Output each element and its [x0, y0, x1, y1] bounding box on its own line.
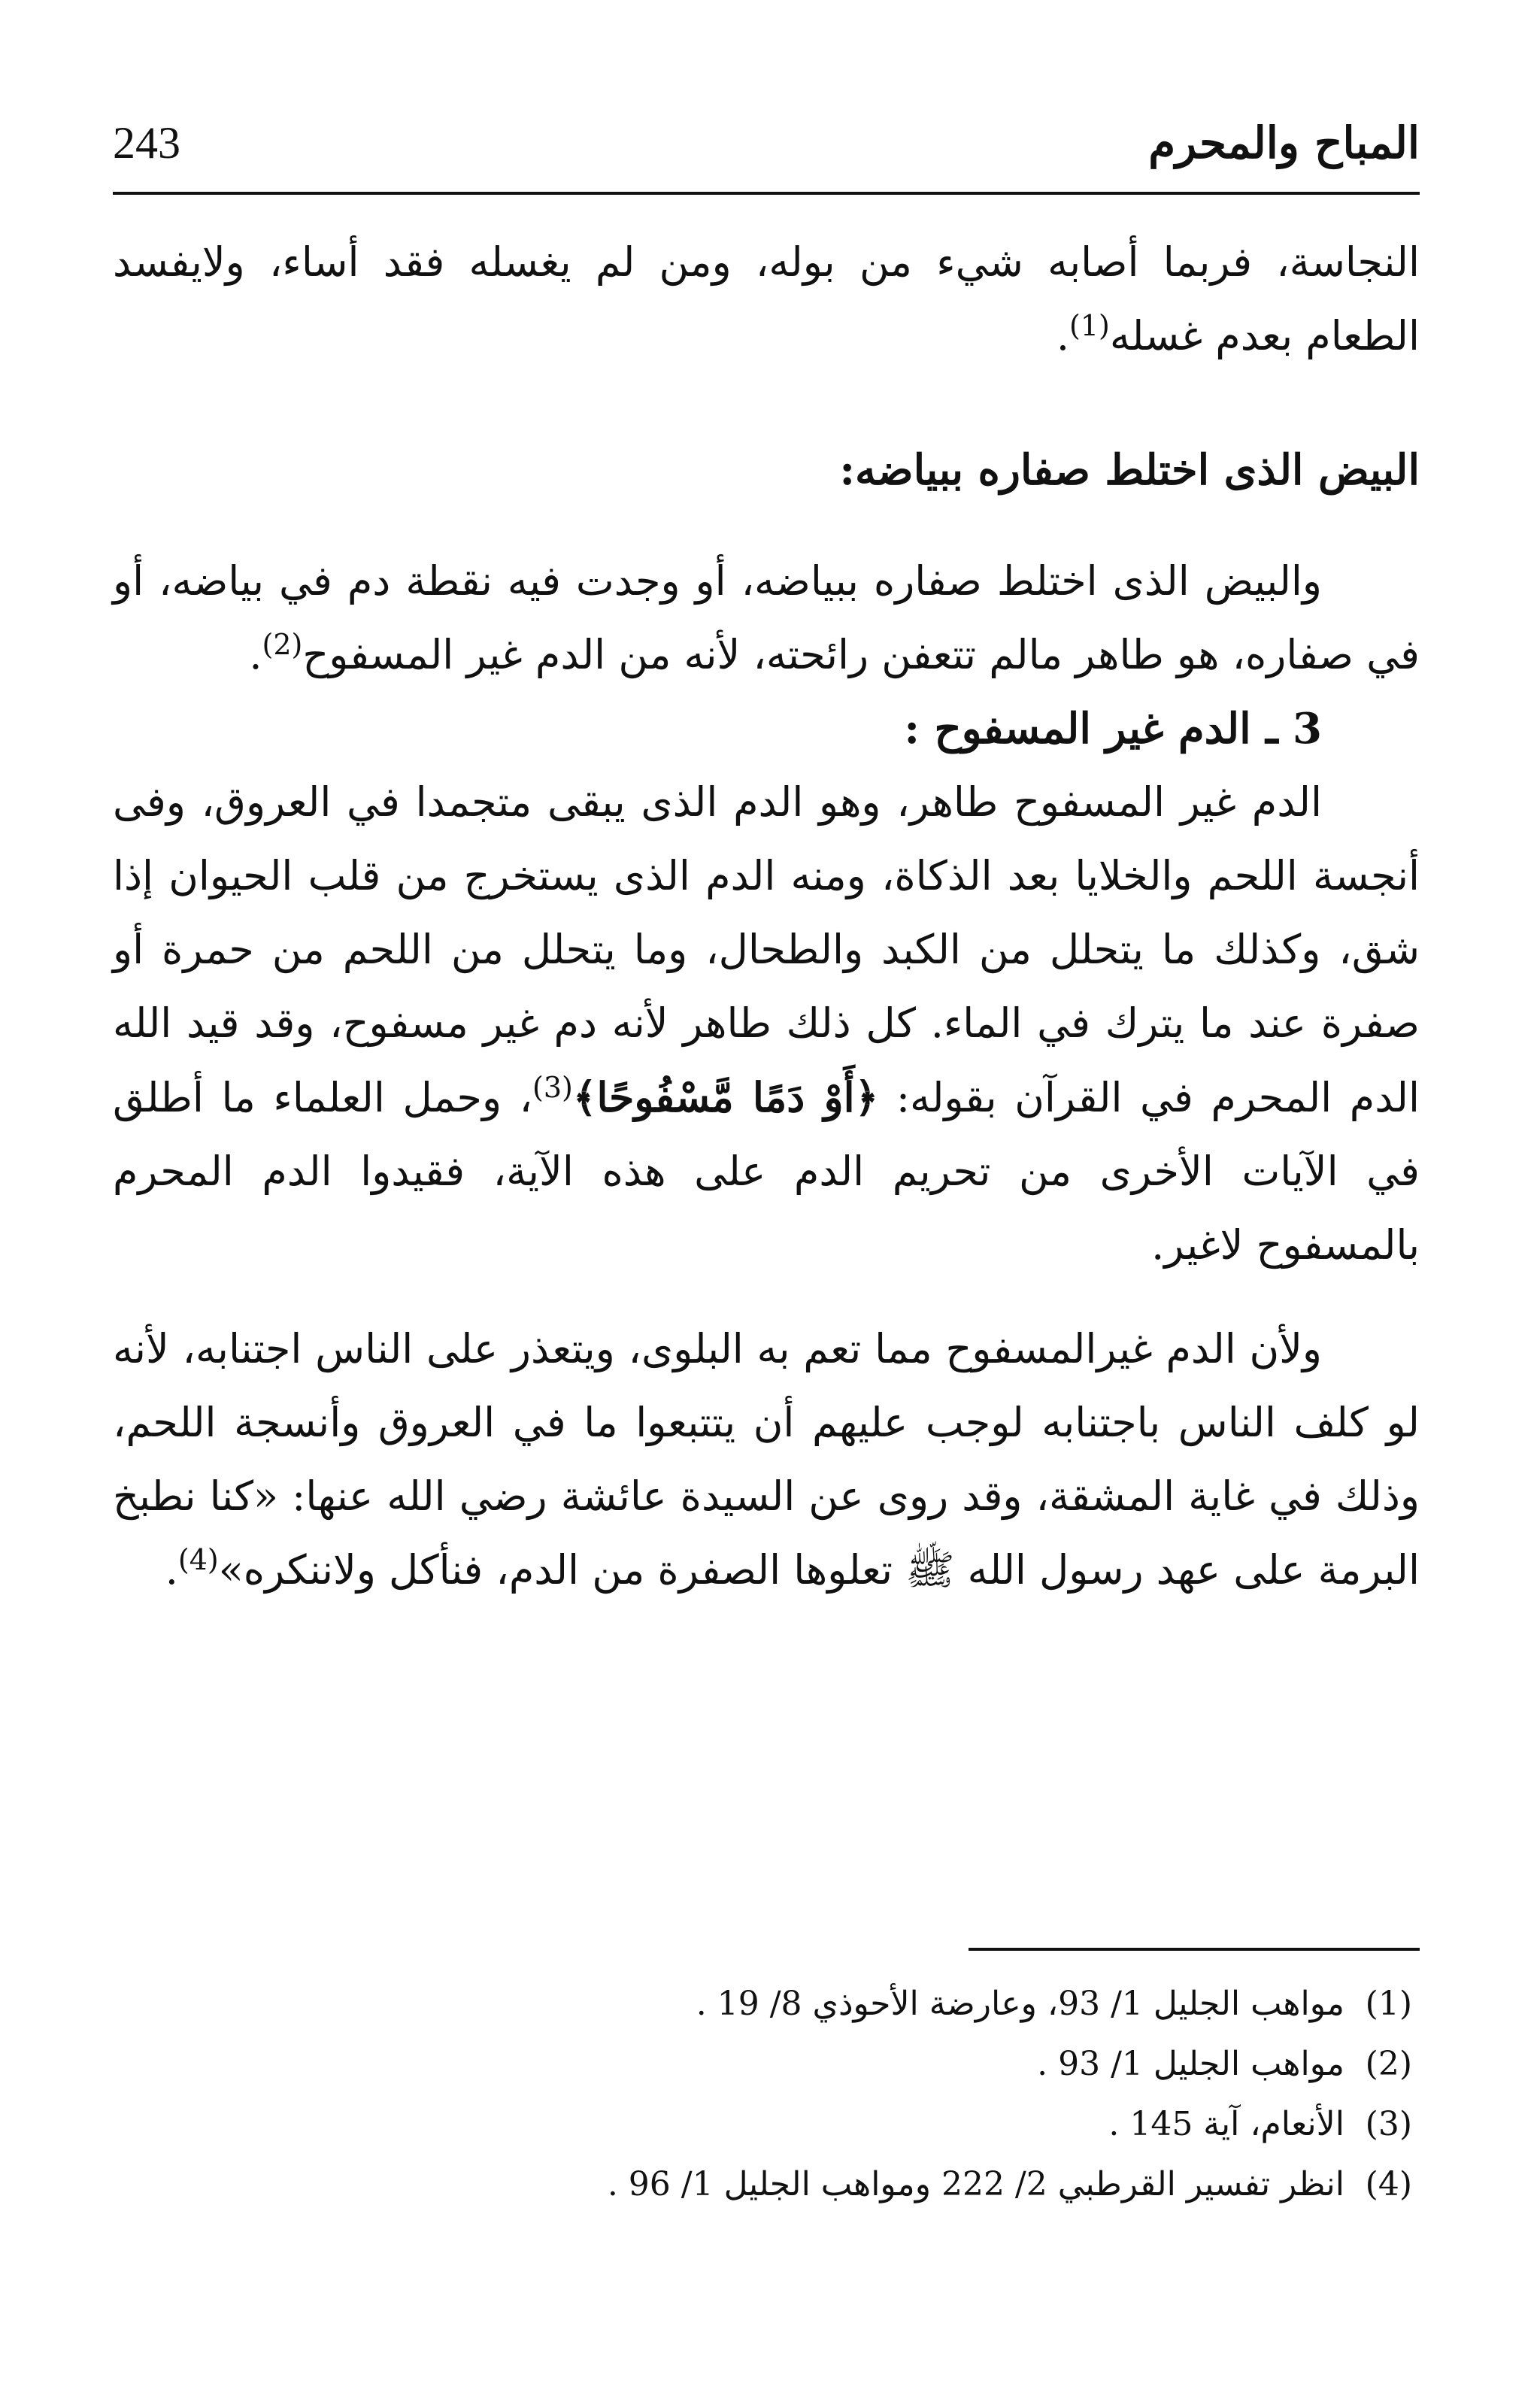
paragraph-2-text: والبيض الذى اختلط صفاره ببياضه، أو وجدت فيه نقطة دم في بياضه، أو في صفاره، هو طاهر مالم تتعفن رائحته، لأنه من الدم غير المسفوح [113, 557, 1420, 678]
paragraph-2-end: . [249, 631, 262, 678]
paragraph-3-text-b: ، وحمل العلماء ما أطلق في الآيات الأخرى من تحريم الدم على هذه الآية، فقيدوا الدم المحرم بالمسفوح لاغير. [113, 1074, 1420, 1269]
footnote-item [113, 1974, 1412, 2034]
spacer [113, 507, 1420, 544]
footnotes-list [113, 1974, 1412, 2215]
header-rule [113, 192, 1420, 195]
quran-verse: ﴿أَوْ دَمًا مَّسْفُوحًا﴾ [572, 1073, 879, 1121]
page-header [113, 105, 1420, 188]
page-number: 243 [113, 118, 180, 168]
footnote-number: (1) [1365, 1985, 1412, 2023]
footnote-text: مواهب الجليل 1/ 93 . [1037, 2045, 1344, 2083]
spacer [113, 1282, 1420, 1312]
running-title: المباح والمحرم [1148, 117, 1420, 168]
paragraph-3 [113, 766, 1420, 1282]
footnote-ref-4[interactable]: (4) [177, 1543, 219, 1576]
footnote-separator [969, 1948, 1420, 1951]
footnote-ref-2[interactable]: (2) [262, 628, 303, 661]
footnote-number: (3) [1365, 2105, 1412, 2143]
spacer [113, 373, 1420, 433]
paragraph-1-end: . [1056, 312, 1070, 359]
footnote-text: الأنعام، آية 145 . [1108, 2105, 1344, 2143]
paragraph-4-text: ولأن الدم غيرالمسفوح مما تعم به البلوى، ويتعذر على الناس اجتنابه، لأنه لو كلف الناس باجتنابه لوجب عليهم أن يتتبعوا ما في العروق وأنسجة اللحم، وذلك في غاية المشقة، وقد روى عن السيدة عائشة رضي الله عنها: «كنا نطبخ البرمة على عهد رسول الله ﷺ تعلوها الصفرة من الدم، فنأكل ولاننكره» [113, 1325, 1420, 1594]
footnote-item [113, 2034, 1412, 2094]
paragraph-2 [113, 544, 1420, 692]
footnote-item [113, 2094, 1412, 2155]
footnote-text: مواهب الجليل 1/ 93، وعارضة الأحوذي 8/ 19 . [696, 1985, 1344, 2023]
paragraph-4 [113, 1312, 1420, 1607]
footnote-ref-3[interactable]: (3) [532, 1071, 573, 1104]
footnote-ref-1[interactable]: (1) [1069, 309, 1110, 342]
paragraph-1-text: النجاسة، فربما أصابه شيء من بوله، ومن لم يغسله فقد أساء، ولايفسد الطعام بعدم غسله [113, 238, 1420, 359]
footnote-text: انظر تفسير القرطبي 2/ 222 ومواهب الجليل 1/ 96 . [607, 2165, 1344, 2203]
footnote-item [113, 2155, 1412, 2215]
paragraph-3-text-a: الدم غير المسفوح طاهر، وهو الدم الذى يبقى متجمدا في العروق، وفى أنجسة اللحم والخلايا بعد الذكاة، ومنه الدم الذى يستخرج من قلب الحيوان إذا شق، وكذلك ما يتحلل من الكبد والطحال، وما يتحلل من اللحم من حمرة أو صفرة عند ما يترك في الماء. كل ذلك طاهر لأنه دم غير مسفوح، وقد قيد الله الدم المحرم في القرآن بقوله: [113, 778, 1420, 1121]
paragraph-1 [113, 226, 1420, 373]
footnote-number: (4) [1365, 2165, 1412, 2203]
main-text [113, 226, 1420, 1607]
section-heading-blood: 3 ـ الدم غير المسفوح : [904, 704, 1322, 754]
section-heading-eggs: البيض الذى اختلط صفاره ببياضه: [839, 445, 1420, 495]
footnote-number: (2) [1365, 2045, 1412, 2083]
paragraph-4-end: . [165, 1546, 178, 1594]
